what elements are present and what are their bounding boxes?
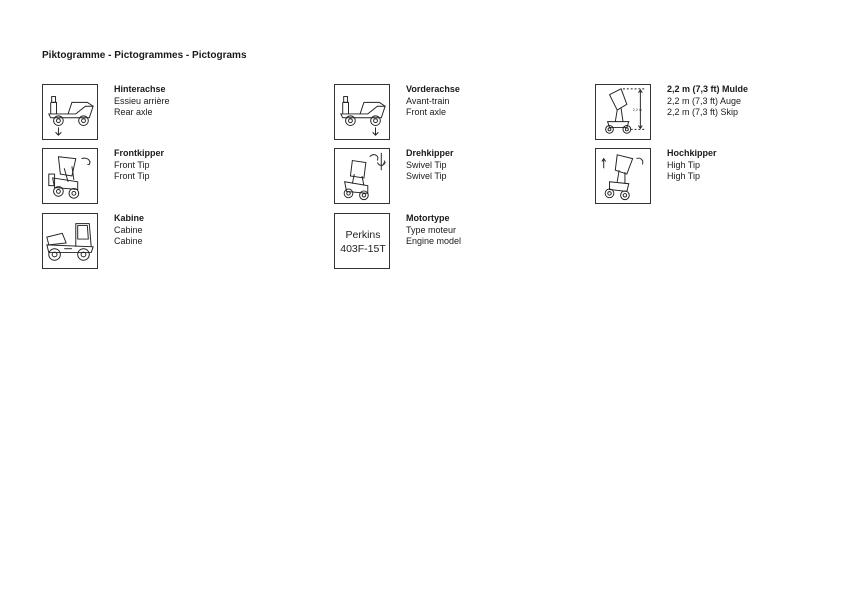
item-english: Engine model (406, 236, 462, 246)
item-title: Drehkipper (406, 148, 454, 158)
rear-axle-dumper-icon (42, 84, 98, 140)
cabin-dumper-icon (42, 213, 98, 269)
engine-box-line2: 403F-15T (340, 243, 386, 255)
item-title: Motortype (406, 213, 450, 223)
item-english: High Tip (667, 171, 701, 181)
item-french: Cabine (114, 224, 143, 235)
item-french: Front Tip (114, 159, 150, 170)
front-axle-dumper-icon (334, 84, 390, 140)
item-english: Swivel Tip (406, 171, 447, 181)
item-english: 2,2 m (7,3 ft) Skip (667, 107, 739, 117)
item-title: Vorderachse (406, 84, 460, 94)
item-french: Avant-train (406, 95, 450, 106)
item-french: Essieu arrière (114, 95, 170, 106)
item-french: Swivel Tip (406, 159, 447, 170)
item-title: Hinterachse (114, 84, 166, 94)
item-english: Front axle (406, 107, 447, 117)
item-english: Rear axle (114, 107, 153, 117)
item-title: Hochkipper (667, 148, 717, 158)
engine-model-box (334, 213, 390, 269)
item-title: 2,2 m (7,3 ft) Mulde (667, 84, 749, 94)
item-english: Cabine (114, 236, 143, 246)
high-tip-icon (595, 148, 651, 204)
item-french: 2,2 m (7,3 ft) Auge (667, 95, 742, 106)
front-tip-icon (42, 148, 98, 204)
item-french: Type moteur (406, 224, 457, 235)
engine-box-line1: Perkins (345, 229, 381, 241)
page-title: Piktogramme - Pictogrammes - Pictograms (42, 50, 247, 61)
item-title: Frontkipper (114, 148, 165, 158)
skip-height-icon (595, 84, 651, 140)
item-english: Front Tip (114, 171, 150, 181)
swivel-tip-icon (334, 148, 390, 204)
skip-height-dimension: 2,2 m (632, 108, 643, 113)
item-french: High Tip (667, 159, 701, 170)
item-title: Kabine (114, 213, 145, 223)
